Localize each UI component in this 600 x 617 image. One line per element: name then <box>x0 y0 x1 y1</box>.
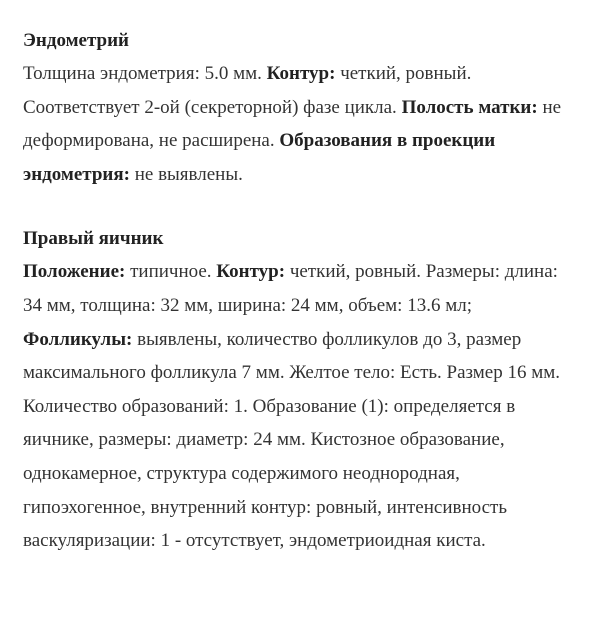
section-body <box>23 255 580 557</box>
text-run: типичное. <box>125 261 217 283</box>
label-uterine-cavity: Полость матки: <box>401 96 538 118</box>
label-follicles: Фолликулы: <box>23 328 133 350</box>
text-run: выявлены, количество фолликулов до 3, размер максимального фолликула 7 мм. Желтое тело: Есть. Размер 16 мм. Количество образований: 1. Образование (1): определяется в яичнике, размеры: диаметр: 24 мм. Кистозное образование, однокамерное, структура содержимого неоднородная, гипоэхогенное, внутренний контур: ровный, интенсивность васкуляризации: 1 - отсутствует, эндометриоидная киста. <box>23 328 561 552</box>
label-formations: Образования в проекции эндометрия: <box>23 130 496 185</box>
text-run: четкий, ровный. Соответствует 2-ой (секреторной) фазе цикла. <box>23 63 472 118</box>
section-endometrium <box>23 24 580 191</box>
section-heading: Эндометрий <box>23 30 129 51</box>
label-contour: Контур: <box>216 261 286 283</box>
text-run: не выявлены. <box>129 163 243 185</box>
label-contour: Контур: <box>266 63 336 84</box>
section-right-ovary <box>23 222 580 557</box>
label-position: Положение: <box>23 261 126 283</box>
text-run: не деформирована, не расширена. <box>23 96 562 152</box>
section-body <box>23 57 580 191</box>
text-run: четкий, ровный. Размеры: длина: 34 мм, толщина: 32 мм, ширина: 24 мм, объем: 13.6 мл; <box>23 261 558 316</box>
section-heading: Правый яичник <box>23 228 164 250</box>
text-run: Толщина эндометрия: 5.0 мм. <box>23 63 267 84</box>
